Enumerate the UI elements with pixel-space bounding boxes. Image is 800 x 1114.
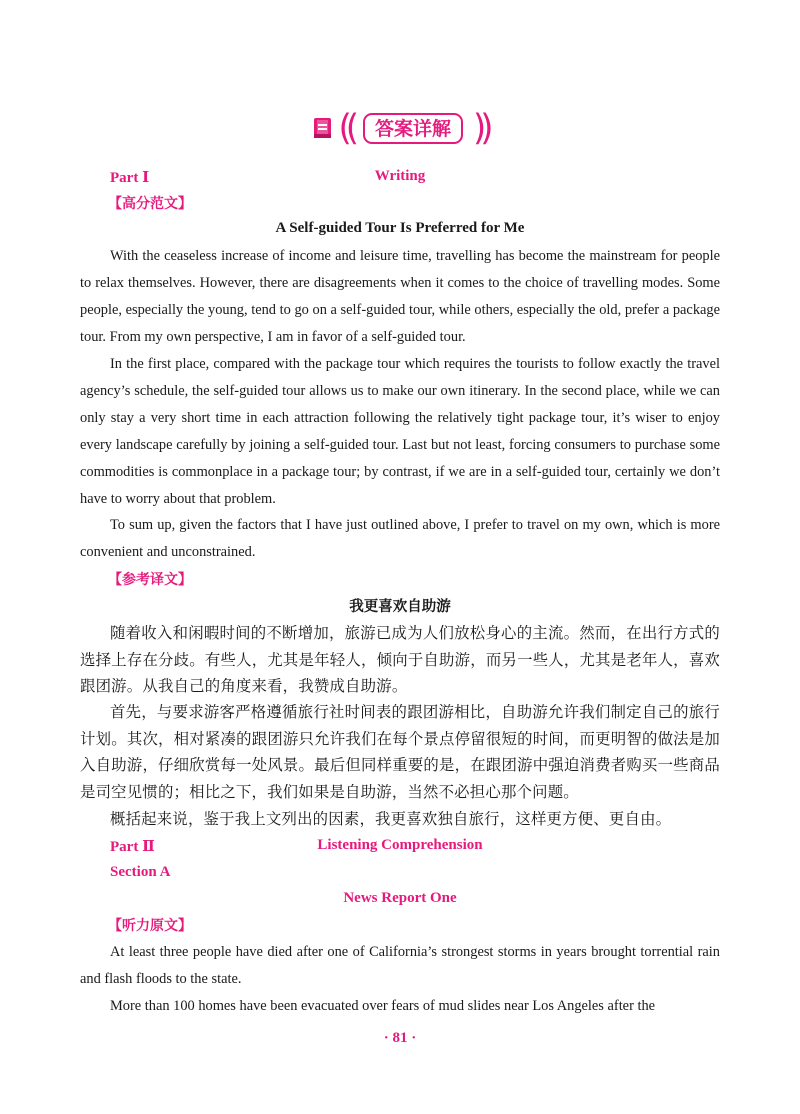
part2-title: Listening Comprehension xyxy=(317,837,483,853)
translation-paragraph-1: 随着收入和闲暇时间的不断增加，旅游已成为人们放松身心的主流。然而，在出行方式的选择上存在分歧。有些人，尤其是年轻人，倾向于自助游，而另一些人，尤其是老年人，喜欢跟团游。从我自己的角度来看，我赞成自助游。 xyxy=(80,624,720,695)
translation-title: 我更喜欢自助游 xyxy=(349,599,451,615)
transcript-label: 【听力原文】 xyxy=(108,918,192,934)
essay-title: A Self-guided Tour Is Preferred for Me xyxy=(275,220,525,236)
essay-paragraph-3: To sum up, given the factors that I have just outlined above, I prefer to travel on my own, which is more convenient and unconstrained. xyxy=(80,517,720,560)
part2-label: Part Ⅱ xyxy=(110,839,155,855)
translation-paragraph-3: 概括起来说，鉴于我上文列出的因素，我更喜欢独自旅行，这样更方便、更自由。 xyxy=(110,810,672,828)
book-icon xyxy=(312,116,334,140)
part1-title: Writing xyxy=(374,168,426,184)
banner-title: 答案详解 xyxy=(363,113,463,144)
model-essay-label: 【高分范文】 xyxy=(108,196,192,212)
essay-paragraph-1: With the ceaseless increase of income and leisure time, travelling has become the mainstream for people to relax themselves. However, there are disagreements when it comes to the choice of travelling modes. Some people, especially the young, tend to go on a self-guided tour, while others, especially the old, prefer a package tour. From my own perspective, I am in favor of a self-guided tour. xyxy=(80,248,720,345)
translation-label: 【参考译文】 xyxy=(108,572,192,588)
answer-banner xyxy=(0,108,800,148)
left-brackets: (( xyxy=(338,107,353,149)
right-brackets: )) xyxy=(473,107,488,149)
part1-label: Part Ⅰ xyxy=(110,170,150,186)
transcript-paragraph-2: More than 100 homes have been evacuated over fears of mud slides near Los Angeles after the xyxy=(110,998,656,1014)
transcript-paragraph-1: At least three people have died after one of California’s strongest storms in years brought torrential rain and flash floods to the state. xyxy=(80,944,720,987)
essay-paragraph-2: In the first place, compared with the package tour which requires the tourists to follow exactly the travel agency’s schedule, the self-guided tour allows us to make our own itinerary. In the second place, while we can only stay a very short time in each attraction following the relatively tight package tour, it’s wiser to enjoy every landscape carefully by joining a self-guided tour. Last but not least, forcing consumers to purchase some commodities is commonplace in a package tour; by contrast, if we are in a self-guided tour, certainly we don’t have to worry about that problem. xyxy=(80,356,720,507)
section-a-label: Section A xyxy=(110,864,171,880)
news-report-title: News Report One xyxy=(343,890,457,906)
translation-paragraph-2: 首先，与要求游客严格遵循旅行社时间表的跟团游相比，自助游允许我们制定自己的旅行计划。其次，相对紧凑的跟团游只允许我们在每个景点停留很短的时间，而更明智的做法是加入自助游，仔细欣赏每一处风景。最后但同样重要的是，在跟团游中强迫消费者购买一些商品是司空见惯的；相比之下，我们如果是自助游，当然不必担心那个问题。 xyxy=(80,703,720,801)
page-number: · 81 · xyxy=(383,1030,417,1046)
